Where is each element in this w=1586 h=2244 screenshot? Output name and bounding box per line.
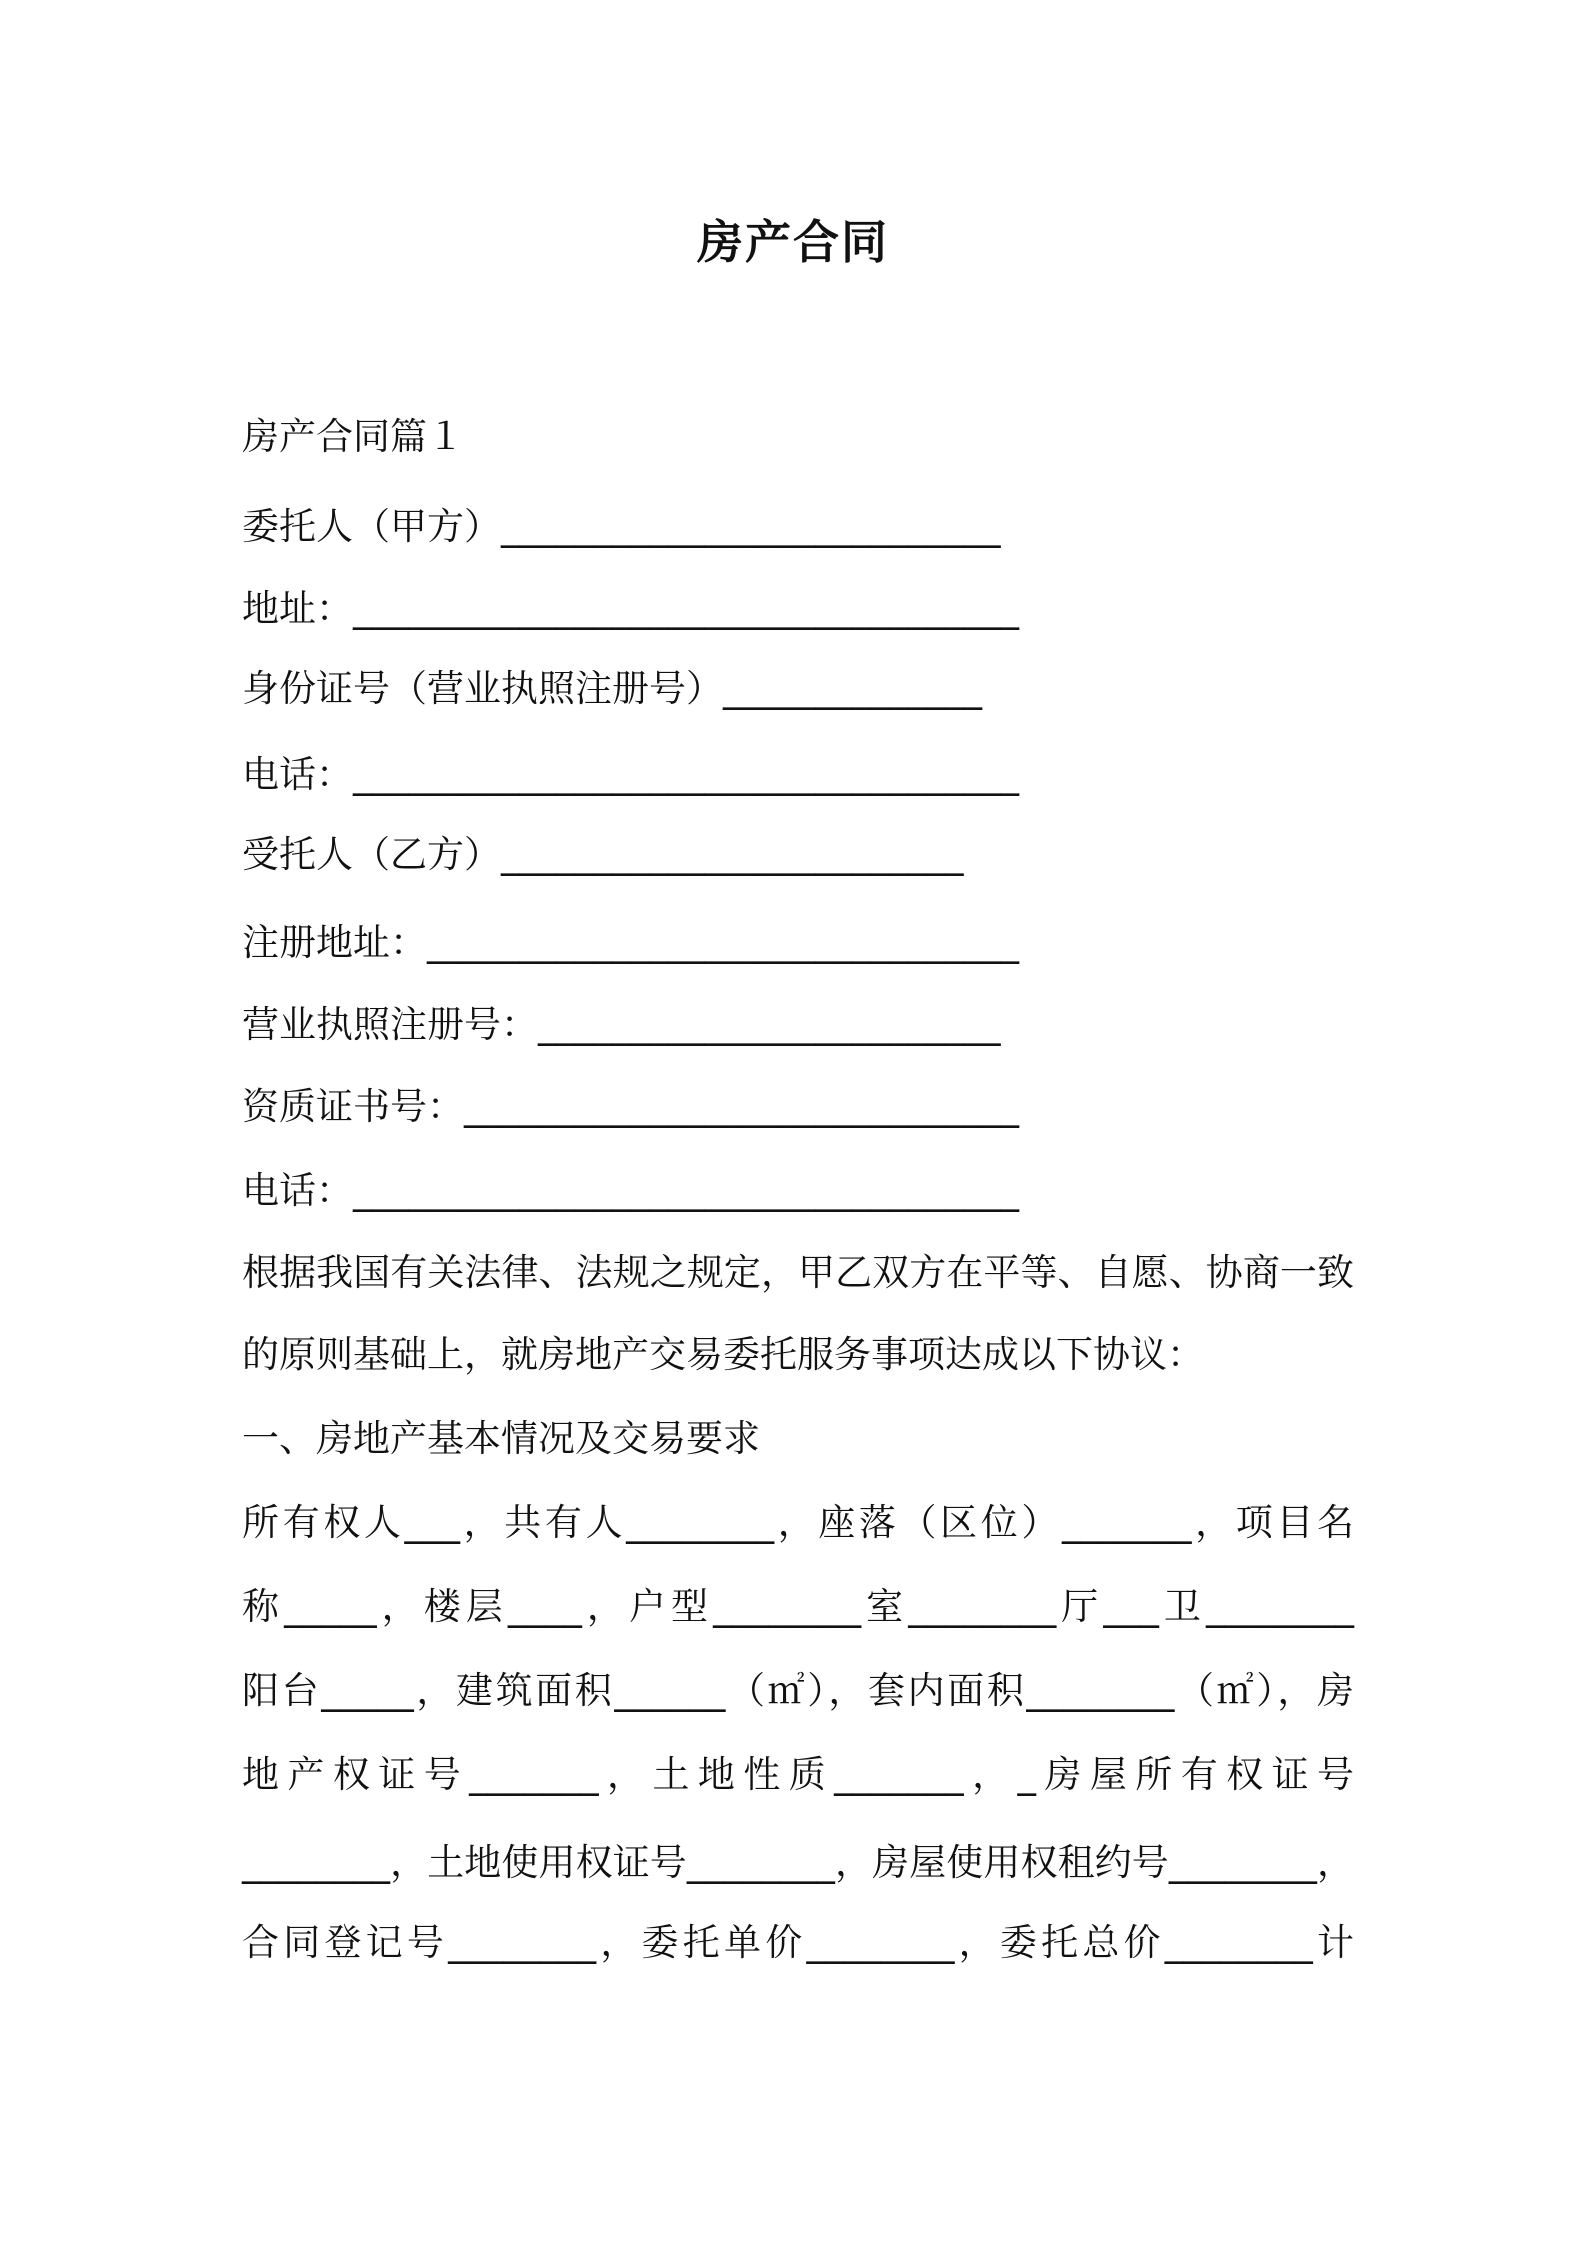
- document-title: 房产合同: [697, 215, 889, 269]
- agent-phone-field: 电话：____________________________________: [242, 1169, 1019, 1212]
- agent-address-field: 注册地址：________________________________: [242, 921, 1019, 964]
- client-address-field: 地址：____________________________________: [242, 587, 1019, 630]
- client-id-field: 身份证号（营业执照注册号）______________: [242, 667, 982, 710]
- clause-line: 称_____，楼层____，户型________室________厅___卫________: [242, 1585, 1354, 1628]
- clause-heading: 一、房地产基本情况及交易要求: [242, 1417, 760, 1460]
- clause-line: 阳台_____，建筑面积______（㎡），套内面积________（㎡），房: [242, 1669, 1354, 1712]
- clause-line: 合同登记号________，委托单价________，委托总价________计: [242, 1921, 1354, 1964]
- clause-line: 所有权人___，共有人________，座落（区位）_______，项目名: [242, 1501, 1354, 1544]
- preamble-line: 根据我国有关法律、法规之规定，甲乙双方在平等、自愿、协商一致: [242, 1251, 1354, 1294]
- agent-field: 受托人（乙方）_________________________: [242, 833, 964, 876]
- client-field: 委托人（甲方）___________________________: [242, 505, 1001, 548]
- clause-line: ________，土地使用权证号________，房屋使用权租约号________，: [242, 1841, 1354, 1884]
- clause-line: 地产权证号_______，土地性质_______，_房屋所有权证号: [242, 1753, 1354, 1796]
- agent-qualification-field: 资质证书号：______________________________: [242, 1085, 1019, 1128]
- section-heading: 房产合同篇１: [242, 415, 464, 458]
- preamble-line: 的原则基础上，就房地产交易委托服务事项达成以下协议：: [242, 1333, 1204, 1376]
- client-phone-field: 电话：____________________________________: [242, 753, 1019, 796]
- agent-license-field: 营业执照注册号：_________________________: [242, 1003, 1001, 1046]
